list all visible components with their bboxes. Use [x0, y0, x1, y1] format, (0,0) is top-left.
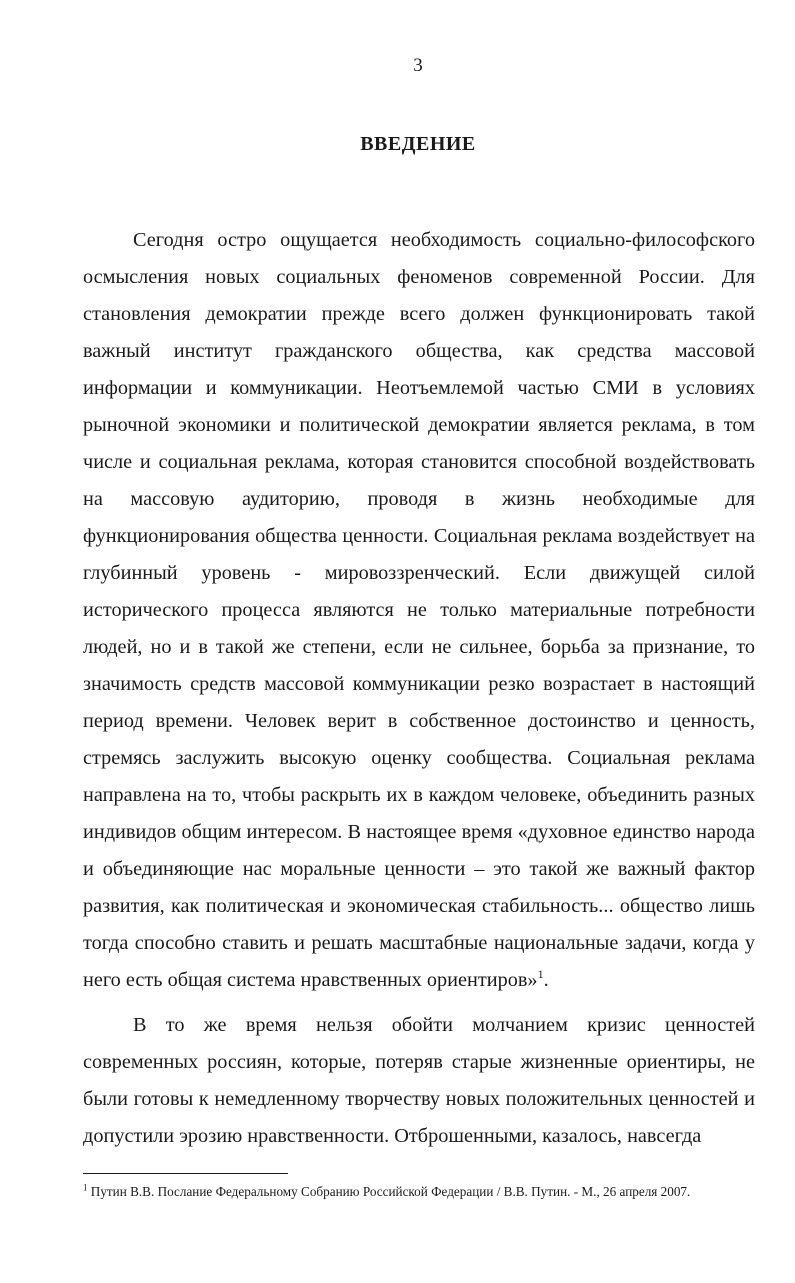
paragraph-2	[83, 1007, 755, 1155]
page-number: 3	[413, 55, 423, 76]
footnote-reference[interactable]: 1	[537, 967, 544, 982]
page-title: ВВЕДЕНИЕ	[360, 133, 476, 155]
footnote	[83, 1183, 773, 1201]
paragraph-1-end: .	[543, 969, 549, 991]
footnote-text: Путин В.В. Послание Федеральному Собранию Российской Федерации / В.В. Путин. - М., 26 апреля 2007.	[90, 1184, 691, 1199]
paragraph-2-text: В то же время нельзя обойти молчанием кризис ценностей современных россиян, которые, потеряв старые жизненные ориентиры, не были готовы к немедленному творчеству новых положительных ценностей и допустили эрозию нравственности. Отброшенными, казалось, навсегда	[83, 1014, 755, 1147]
paragraph-1-text: Сегодня остро ощущается необходимость социально-философского осмысления новых социальных феноменов современной России. Для становления демократии прежде всего должен функционировать такой важный институт гражданского общества, как средства массовой информации и коммуникации. Неотъемлемой частью СМИ в условиях рыночной экономики и политической демократии является реклама, в том числе и социальная реклама, которая становится способной воздействовать на массовую аудиторию, проводя в жизнь необходимые для функционирования общества ценности. Социальная реклама воздействует на глубинный уровень - мировоззренческий. Если движущей силой исторического процесса являются не только материальные потребности людей, но и в такой же степени, если не сильнее, борьба за признание, то значимость средств массовой коммуникации резко возрастает в настоящий период времени. Человек верит в собственное достоинство и ценность, стремясь заслужить высокую оценку сообщества. Социальная реклама направлена на то, чтобы раскрыть их в каждом человеке, объединить разных индивидов общим интересом. В настоящее время «духовное единство народа и объединяющие нас моральные ценности – это такой же важный фактор развития, как политическая и экономическая стабильность... общество лишь тогда способно ставить и решать масштабные национальные задачи, когда у него есть общая система нравственных ориентиров»	[83, 229, 755, 991]
footnote-marker: 1	[83, 1182, 88, 1193]
footnote-divider	[83, 1173, 288, 1174]
paragraph-1	[83, 222, 755, 999]
